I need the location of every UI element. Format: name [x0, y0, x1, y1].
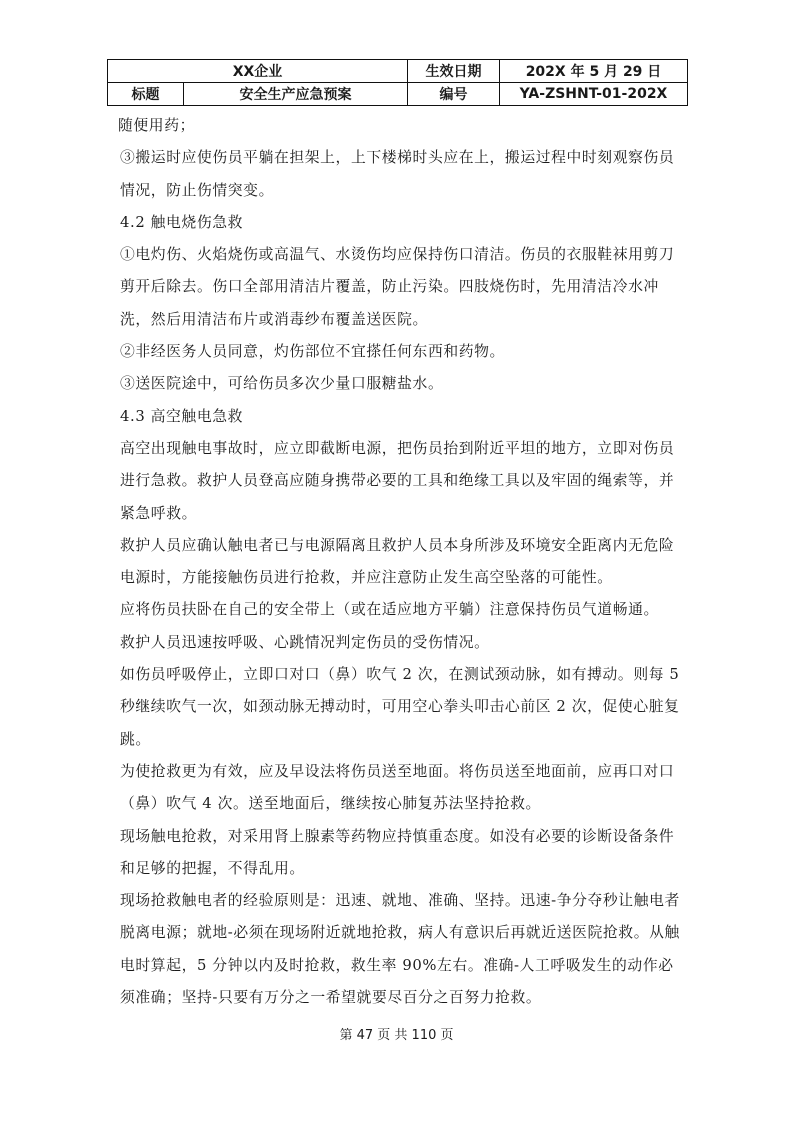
page-number: 第 47 页 共 110 页 [339, 1028, 454, 1043]
paragraph: 救护人员迅速按呼吸、心跳情况判定伤员的受伤情况。 [120, 633, 490, 651]
paragraph: ①电灼伤、火焰烧伤或高温气、水烫伤均应保持伤口清洁。伤员的衣服鞋袜用剪刀剪开后除去。伤口全部用清洁片覆盖，防止污染。四肢烧伤时，先用清洁冷水冲洗，然后用清洁布片或消毒纱布覆盖送医院。 [120, 246, 675, 328]
paragraph: 救护人员应确认触电者已与电源隔离且救护人员本身所涉及环境安全距离内无危险电源时，方能接触伤员进行抢救，并应注意防止发生高空坠落的可能性。 [120, 536, 675, 587]
paragraph: 如伤员呼吸停止，立即口对口（鼻）吹气 2 次，在测试颈动脉，如有搏动。则每 5 秒继续吹气一次，如颈动脉无搏动时，可用空心拳头叩击心前区 2 次，促使心脏复跳。 [120, 666, 680, 748]
effective-date-label: 生效日期 [408, 60, 500, 83]
document-title: 安全生产应急预案 [184, 83, 408, 106]
company-name: XX企业 [108, 60, 408, 83]
title-label: 标题 [108, 83, 184, 106]
effective-date: 202X 年 5 月 29 日 [500, 60, 688, 83]
paragraph: ③送医院途中，可给伤员多次少量口服糖盐水。 [120, 375, 444, 393]
document-header-table [107, 59, 688, 106]
header-row-1 [108, 60, 688, 83]
section-heading: 4.3 高空触电急救 [120, 407, 244, 425]
section-heading: 4.2 触电烧伤急救 [120, 213, 244, 231]
paragraph: ②非经医务人员同意，灼伤部位不宜搽任何东西和药物。 [120, 343, 505, 361]
paragraph: ③搬运时应使伤员平躺在担架上，上下楼梯时头应在上，搬运过程中时刻观察伤员情况，防止伤情突变。 [120, 149, 675, 199]
number-label: 编号 [408, 83, 500, 106]
paragraph: 高空出现触电事故时，应立即截断电源，把伤员抬到附近平坦的地方，立即对伤员进行急救。救护人员登高应随身携带必要的工具和绝缘工具以及牢固的绳索等，并紧急呼救。 [120, 439, 675, 522]
paragraph: 现场抢救触电者的经验原则是：迅速、就地、准确、坚持。迅速-争分夺秒让触电者脱离电源；就地-必须在现场附近就地抢救，病人有意识后再就近送医院抢救。从触电时算起，5 分钟以内及时抢救，救生率 90%左右。准确-人工呼吸发生的动作必须准确；坚持-只要有万分之一希望就要尽百分之百努力抢救。 [120, 892, 680, 1007]
paragraph: 应将伤员扶卧在自己的安全带上（或在适应地方平躺）注意保持伤员气道畅通。 [120, 601, 659, 619]
header-row-2 [108, 83, 688, 106]
paragraph: 现场触电抢救，对采用肾上腺素等药物应持慎重态度。如没有必要的诊断设备条件和足够的把握，不得乱用。 [120, 827, 675, 877]
document-number: YA-ZSHNT-01-202X [500, 83, 688, 106]
body-text [120, 110, 686, 1014]
paragraph: 为使抢救更为有效，应及早设法将伤员送至地面。将伤员送至地面前，应再口对口（鼻）吹气 4 次。送至地面后，继续按心肺复苏法坚持抢救。 [120, 762, 675, 813]
paragraph: 随便用药； [118, 117, 195, 134]
